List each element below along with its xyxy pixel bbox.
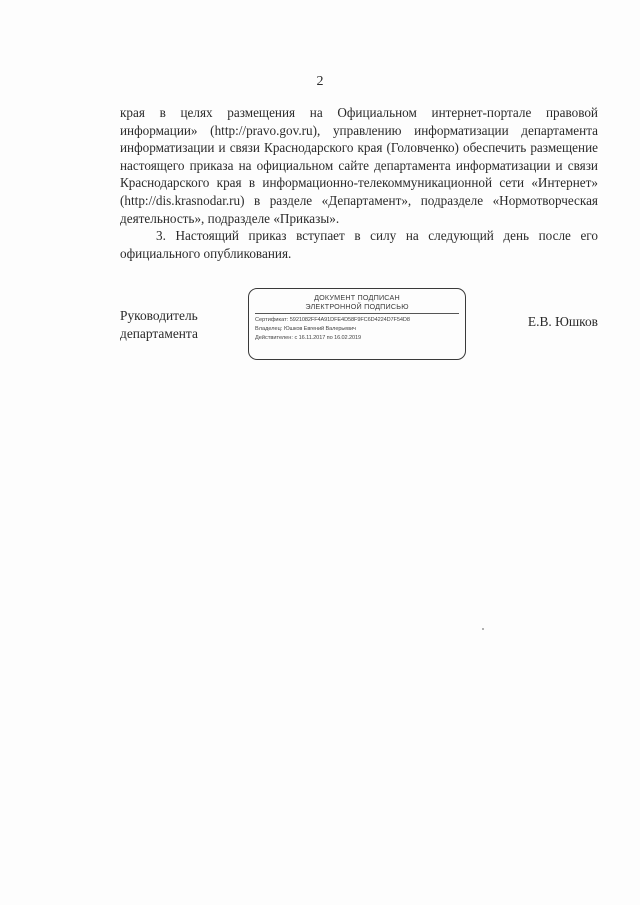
stamp-certificate-label: Сертификат: [255,317,289,323]
scan-speck [482,628,484,630]
stamp-owner [255,325,459,334]
stamp-owner-label: Владелец: [255,326,283,332]
page-number: 2 [316,74,324,89]
stamp-heading-line-1: ДОКУМЕНТ ПОДПИСАН [314,293,400,302]
paragraph-effective-date: 3. Настоящий приказ вступает в силу на следующий день после его официального опубликования. [120,228,598,261]
stamp-validity [255,334,459,343]
stamp-certificate-value: 5921082FF4A91DFE4D58F9FC6D4224D7F54D8 [289,317,410,323]
stamp-heading [255,293,459,311]
stamp-owner-value: Юшков Евгений Валерьевич [284,326,356,332]
signer-name: Е.В. Юшков [527,314,598,329]
stamp-validity-value: с 16.11.2017 по 16.02.2019 [294,335,362,341]
stamp-certificate [255,316,459,325]
signer-title-line-1: Руководитель [120,308,198,323]
paragraph-publication-order: края в целях размещения на Официальном интернет-портале правовой информации» (http://pravo.gov.ru), управлению информатизации департамента информатизации и связи Краснодарского края (Головченко) обеспечить размещение настоящего приказа на официальном сайте департамента информатизации и связи Краснодарского края в информационно-телекоммуникационной сети «Интернет» (http://dis.krasnodar.ru) в разделе «Департамент», подразделе «Нормотворческая деятельность», подразделе «Приказы». [120,105,598,226]
stamp-validity-label: Действителен: [255,335,293,341]
signer-title [120,307,198,343]
document-body [120,104,598,262]
stamp-divider [255,313,459,314]
stamp-heading-line-2: ЭЛЕКТРОННОЙ ПОДПИСЬЮ [305,302,409,311]
electronic-signature-stamp [248,288,466,360]
signer-title-line-2: департамента [120,326,198,341]
